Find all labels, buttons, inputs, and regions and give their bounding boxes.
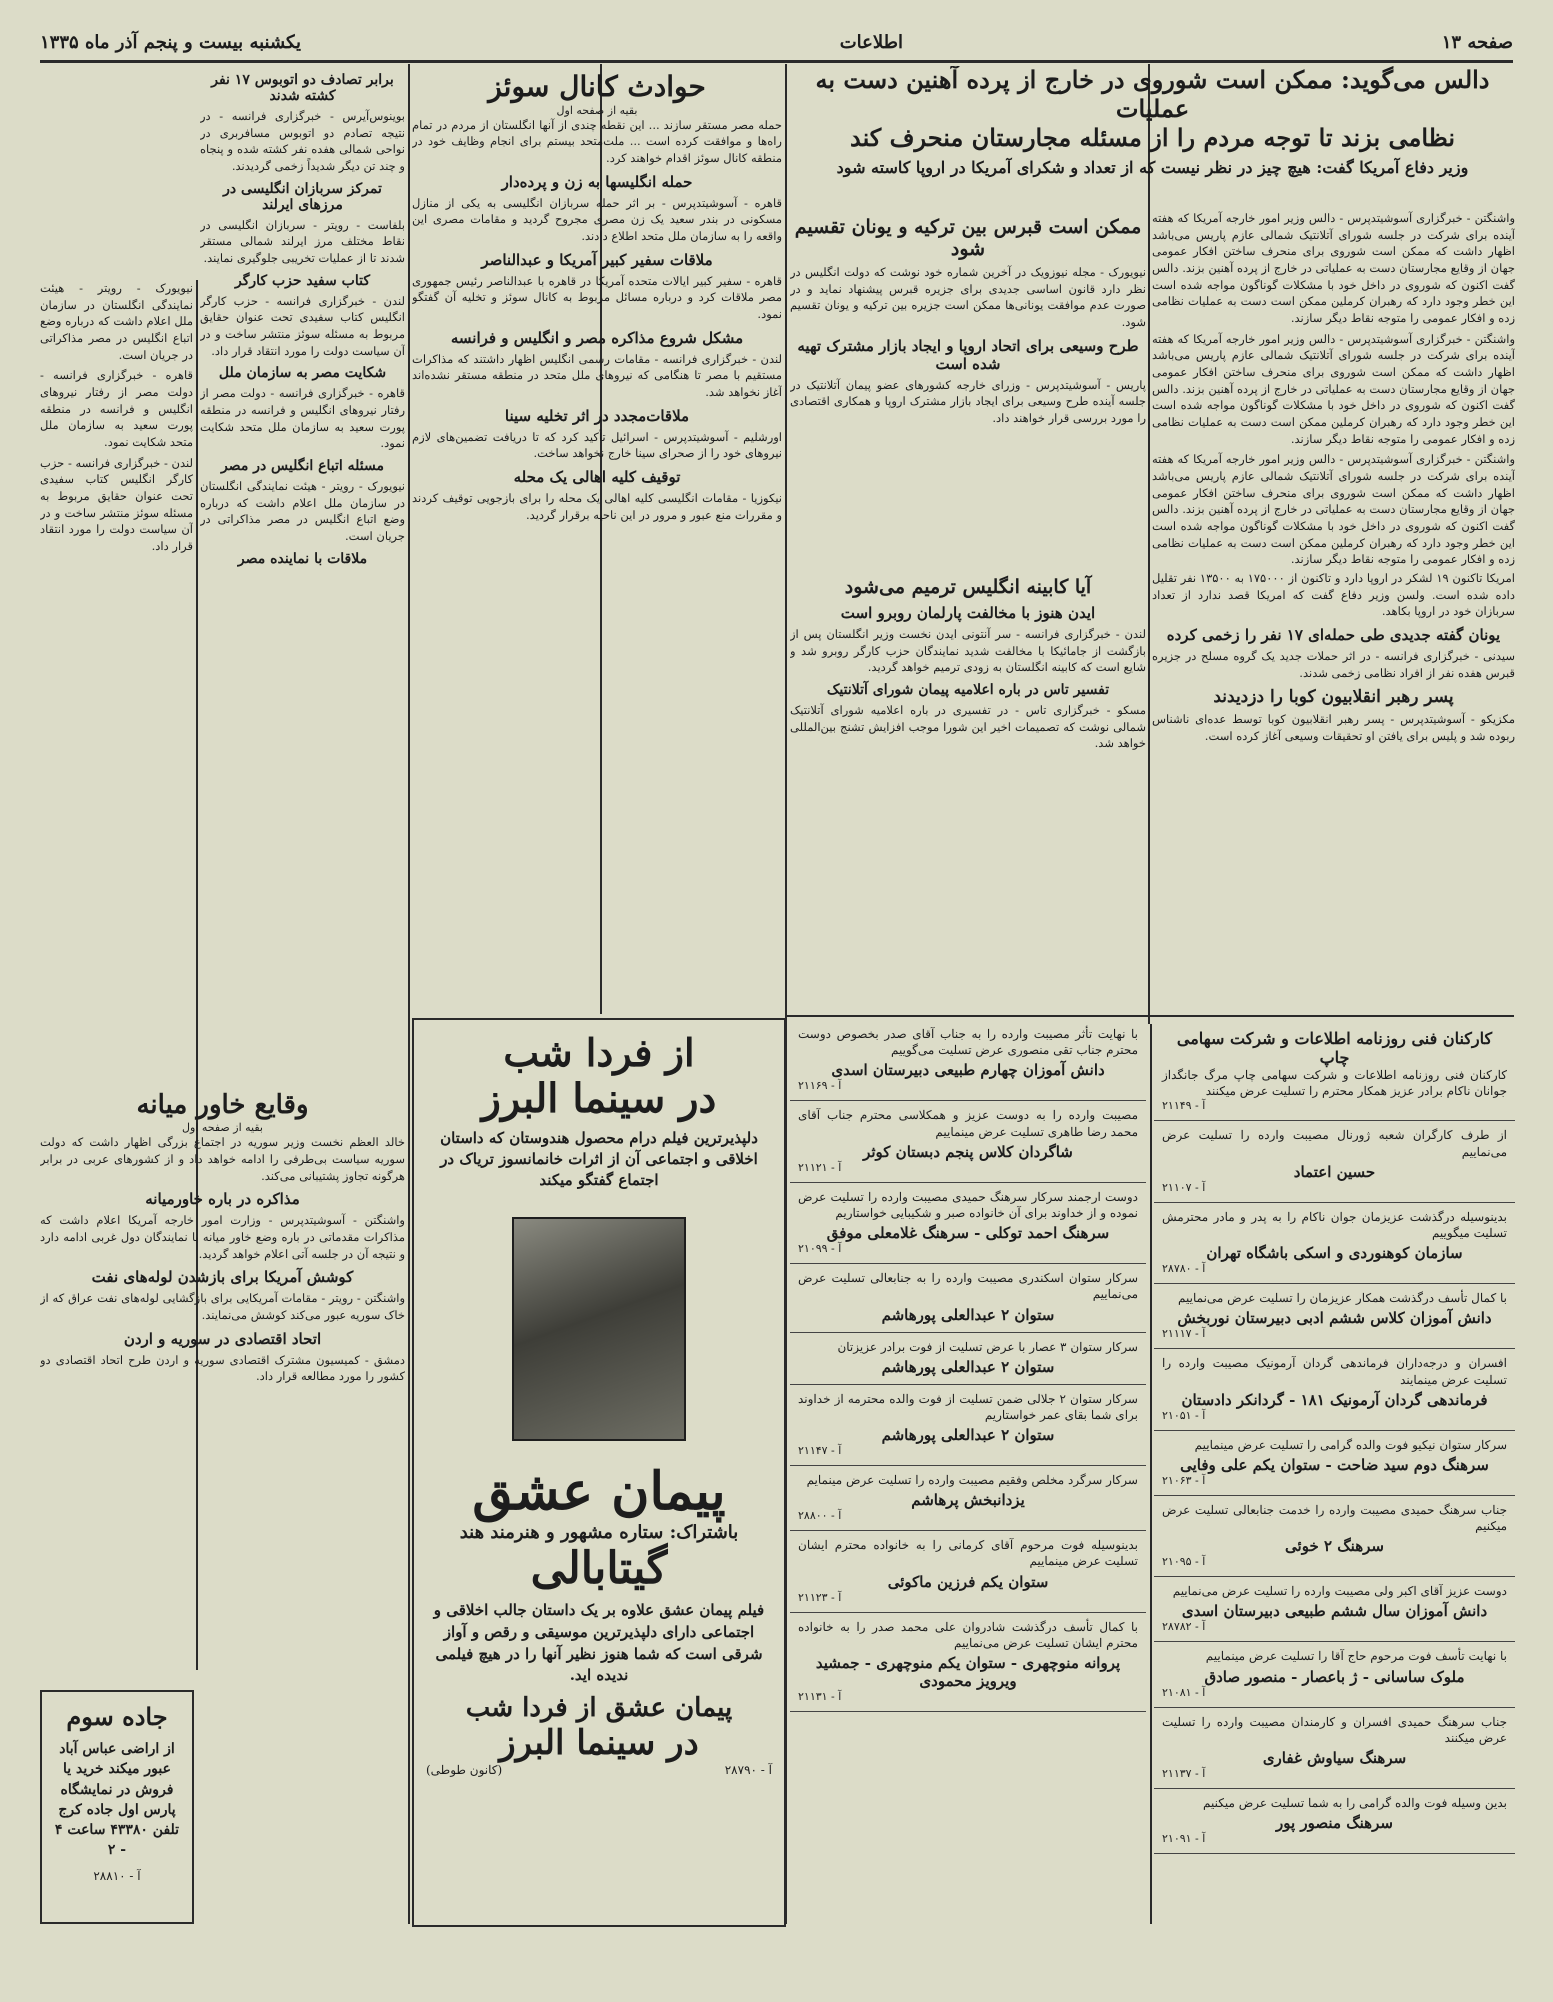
notice-name: سرهنگ دوم سید ضاحت - ستوان یکم علی وفایی <box>1180 1455 1489 1474</box>
notice-name: ستوان یکم فرزین ماکوئی <box>887 1572 1049 1591</box>
suez-sub1-body: قاهره - آسوشیتدپرس - بر اثر حمله سربازان انگلیسی به یکی از منازل مسکونی در بندر سعید یک زن مصری مجروح گردید و مقامات مصری این واقعه را به سازمان ملل متحد اطلاع دادند. <box>412 195 782 243</box>
notice-text: جناب سرهنگ حمیدی افسران و کارمندان مصیبت وارده را تسلیت عرض میکنند <box>1162 1714 1507 1745</box>
mideast-sub2: کوشش آمریکا برای بازشدن لوله‌های نفت <box>91 1268 354 1287</box>
cabinet-subhead: ایدن هنوز با مخالفت پارلمان روبرو است <box>840 604 1096 622</box>
notice <box>790 1531 1146 1612</box>
page-number: صفحه ۱۳ <box>1441 31 1513 53</box>
notice-ref: آ - ۲۱۰۸۱ <box>1162 1685 1206 1699</box>
cabinet-story <box>790 570 1146 1010</box>
left-brief-3: لندن - خبرگزاری فرانسه - حزب کارگر انگلیس کتاب سفیدی تحت عنوان حقایق مربوط به مسئله سوئز منتشر ساخت و در آن سیاست دولت را مورد انتقاد قرار داد. <box>40 455 193 554</box>
suez-sub2-body: قاهره - سفیر کبیر ایالات متحده آمریکا در قاهره با عبدالناصر رئیس جمهوری مصر ملاقات کرد و درباره مسائل مربوط به کانال سوئز و تخلیه آن گفتگو نمود. <box>412 273 782 321</box>
notice-name: کارکنان فنی روزنامه اطلاعات و شرکت سهامی چاپ <box>1176 1029 1493 1067</box>
notice-ref: آ - ۲۸۸۰۰ <box>798 1509 842 1523</box>
briefs-column <box>200 66 405 1096</box>
mideast-story <box>40 1090 405 1680</box>
envoy-headline: ملاقات با نماینده مصر <box>237 550 368 567</box>
film-stars-line: باشتراک: ستاره مشهور و هنرمند هند <box>459 1522 739 1543</box>
paper-name: اطلاعات <box>839 31 903 53</box>
lead-body-continued-2: واشنگتن - خبرگزاری آسوشیتدپرس - دالس وزیر امور خارجه آمریکا که هفته آینده برای شرکت در جلسه شورای آتلانتیک شمالی عازم پاریس می‌باشد اظهار داشت که ممکن است شوروی برای منحرف ساختن افکار عمومی جهان از وقایع مجارستان دست به عملیاتی در خارج از پرده آهنین بزند. دالس گفت اکنون که شوروی در داخل خود با مشکلات گوناگون مواجه شده است این خطر وجود دارد که رهبران کرملین ممکن است دست به عملیات نظامی زده و افکار عمومی را متوجه نقاط دیگر سازند. <box>1152 452 1515 567</box>
nato-and-briefs <box>1152 570 1515 1010</box>
notice-ref: آ - ۲۸۷۸۰ <box>1162 1262 1206 1276</box>
cinema-top: از فردا شب <box>503 1030 695 1075</box>
nato-body: امریکا تاکنون ۱۹ لشکر در اروپا دارد و تاکنون از ۱۷۵۰۰۰ به ۱۳۵۰۰ نفر تقلیل داده شده است. ولسن وزیر دفاع گفت که امریکا قصد ندارد از تعداد سربازان خود در اروپا بکاهد. <box>1152 571 1515 619</box>
notice-ref: آ - ۲۱۰۶۳ <box>1162 1473 1206 1487</box>
cuba-body: مکزیکو - آسوشیتدپرس - پسر رهبر انقلابیون کوبا توسط عده‌ای ناشناس ربوده شد و پلیس برای یافتن او تحقیقات وسیعی آغاز کرده است. <box>1152 712 1515 744</box>
suez-body: حمله مصر مستقر سازند ... این نقطه چندی از آنها انگلستان از مردم در تمام راه‌ها و موافقت کرده است ... ملت‌متحد بیستم برای انجام وظایف خود در منطقه کانال سوئز اقدام خواهند کرد. <box>412 117 782 165</box>
notice-text: جناب سرهنگ حمیدی مصیبت وارده را خدمت جنابعالی تسلیت عرض میکنیم <box>1162 1502 1507 1534</box>
mideast-sub3: اتحاد اقتصادی در سوریه و اردن <box>123 1329 322 1348</box>
notice-name: سازمان کوهنوردی و اسکی باشگاه تهران <box>1206 1244 1463 1263</box>
left-briefs-column <box>40 280 193 1080</box>
cyprus-body: نیویورک - مجله نیوزویک در آخرین شماره خود نوشت که دولت انگلیس در نظر دارد قانون اساسی جدیدی برای جزیره قبرس پیشنهاد نماید و در صورت عدم موافقت یونانی‌ها ممکن است جزیره بین ترکیه و یونان تقسیم شود. <box>790 265 1146 330</box>
mideast-headline: وقایع خاور میانه <box>136 1090 309 1120</box>
column-rule <box>408 64 410 1924</box>
suez-sub1: حمله انگلیسها به زن و پرده‌دار <box>501 172 693 191</box>
mideast-sub3-body: دمشق - کمیسیون مشترک اقتصادی سوریه و اردن طرح اتحاد اقتصادی دو کشور را مورد مطالعه قرار داد. <box>40 1352 405 1384</box>
cinema-ad <box>412 1018 786 1927</box>
suez-sub4-body: اورشلیم - آسوشیتدپرس - اسرائیل تأکید کرد که تا دریافت تضمین‌های لازم نیروهای خود را از صحرای سینا خارج نخواهد ساخت. <box>412 429 782 461</box>
notice-ref: آ - ۲۱۰۹۵ <box>1162 1555 1206 1569</box>
notice <box>790 1613 1146 1712</box>
notice-ref: آ - ۲۱۱۴۷ <box>798 1444 842 1458</box>
suez-sub5: توقیف کلیه اهالی یک محله <box>513 468 681 486</box>
ireland-body: بلفاست - رویتر - سربازان انگلیسی در نقاط مختلف مرز ایرلند شمالی مستقر شدند تا از عملیات تخریبی جلوگیری نمایند. <box>200 217 405 266</box>
nationals-headline: مسئله اتباع انگلیس در مصر <box>220 458 385 475</box>
cyprus-headline: ممکن است قبرس بین ترکیه و یونان تقسیم شود <box>794 216 1142 260</box>
labour-body: لندن - خبرگزاری فرانسه - حزب کارگر انگلیس کتاب سفیدی تحت عنوان حقایق مربوط به مسئله سوئز منتشر ساخت و در آن سیاست دولت را مورد انتقاد قرار داد. <box>200 293 405 358</box>
notice <box>1154 1203 1515 1284</box>
bus-crash-headline: برابر تصادف دو اتوبوس ۱۷ نفر کشته شدند <box>211 72 394 104</box>
notice-ref: آ - ۲۱۰۹۱ <box>1162 1832 1206 1846</box>
notice-text: سرکار ستوان اسکندری مصیبت وارده را به جنابعالی تسلیت عرض می‌نماییم <box>798 1271 1138 1302</box>
film-title: پیمان عشق <box>472 1461 726 1522</box>
labour-headline: کتاب سفید حزب کارگر <box>235 272 370 289</box>
notice <box>1154 1431 1515 1496</box>
notice-text: مصیبت وارده را به دوست عزیز و همکلاسی محترم جناب آقای محمد رضا طاهری تسلیت عرض مینماییم <box>798 1108 1138 1139</box>
masthead <box>40 26 1513 58</box>
notice-name: سرهنگ منصور پور <box>1276 1814 1393 1833</box>
egypt-complaint-body: قاهره - خبرگزاری فرانسه - دولت مصر از رفتار نیروهای انگلیس و فرانسه در منطقه پورت سعید به سازمان ملل متحد شکایت نمود. <box>200 386 405 451</box>
notice-ref: آ - ۲۱۱۳۷ <box>1162 1767 1206 1780</box>
cinema-ad-code: آ - ۲۸۷۹۰ <box>724 1763 772 1777</box>
suez-sub4: ملاقات‌مجدد در اثر تخلیه سینا <box>504 406 690 425</box>
notice-name: ستوان ۲ عبدالعلی پورهاشم <box>881 1426 1055 1445</box>
notice <box>790 1183 1146 1264</box>
notice <box>1154 1284 1515 1349</box>
notice-name: حسین اعتماد <box>1293 1162 1376 1181</box>
suez-sub3: مشکل شروع مذاکره مصر و انگلیس و فرانسه <box>450 328 744 347</box>
column-rule <box>1148 64 1150 1024</box>
cinema-description: دلپذیرترین فیلم درام محصول هندوستان که داستان اخلاقی و اجتماعی آن از اثرات خانمانسوز تریاک در اجتماع گفتگو میکند <box>440 1129 758 1189</box>
cinema-agency: (کانون طوطی) <box>426 1763 503 1777</box>
mideast-body: خالد العظم نخست وزیر سوریه در اجتماع بزرگی اظهار داشت که دولت سوریه سیاست بی‌طرفی را ادامه خواهد داد و از کشورهای عربی در برابر هرگونه تجاوز پشتیبانی می‌کند. <box>40 1135 405 1183</box>
suez-sub5-body: نیکوزیا - مقامات انگلیسی کلیه اهالی یک محله را برای بازجویی توقیف کردند و مقررات منع عبور و مرور در این ناحیه برقرار گردید. <box>412 491 782 522</box>
greece-headline: یونان گفته جدیدی طی حمله‌ای ۱۷ نفر را زخمی کرده <box>1166 626 1501 645</box>
notice-text: دوست عزیز آقای اکبر ولی مصیبت وارده را تسلیت عرض می‌نماییم <box>1172 1584 1507 1599</box>
issue-date: یکشنبه بیست و پنجم آذر ماه ۱۳۳۵ <box>40 31 301 53</box>
notice-text: بدینوسیله فوت مرحوم آقای کرمانی را به خانواده محترم ایشان تسلیت عرض مینماییم <box>798 1538 1138 1569</box>
notice <box>1154 1121 1515 1202</box>
mideast-continued: بقیه از صفحه اول <box>182 1121 263 1135</box>
notice-name: دانش آموزان کلاس ششم ادبی دبیرستان نوربخش <box>1177 1309 1492 1328</box>
left-brief-2: قاهره - خبرگزاری فرانسه - دولت مصر از رفتار نیروهای انگلیس و فرانسه در منطقه پورت سعید به سازمان ملل متحد شکایت نمود. <box>40 368 193 450</box>
suez-sub3-body: لندن - خبرگزاری فرانسه - مقامات رسمی انگلیس اظهار داشتند که مذاکرات مستقیم با مصر تا هنگامی که نیروهای ملل متحد در منطقه مستقر نشده‌اند آغاز نخواهد شد. <box>412 351 782 399</box>
notice <box>1154 1020 1515 1121</box>
cabinet-body: لندن - خبرگزاری فرانسه - سر آنتونی ایدن نخست وزیر انگلستان پس از بازگشت از جامائیکا با مخالفت شدید نمایندگان حزب کارگر روبرو شد و شایع است که کابینه انگلستان به زودی ترمیم خواهد گردید. <box>790 627 1146 675</box>
notice-name: فرماندهی گردان آرمونیک ۱۸۱ - گردانکر دادستان <box>1181 1390 1488 1409</box>
nationals-body: نیویورک - رویتر - هیئت نمایندگی انگلستان در سازمان ملل اعلام داشت که درباره وضع اتباع انگلیس در مصر مذاکراتی در جریان است. <box>200 479 405 544</box>
notice-text: سرکار ستوان ۲ جلالی ضمن تسلیت از فوت والده محترمه از خداوند برای شما بقای عمر خواستاریم <box>798 1391 1138 1422</box>
notice <box>790 1385 1146 1466</box>
mideast-sub2-body: واشنگتن - رویتر - مقامات آمریکایی برای بازگشایی لوله‌های نفت عراق که از خاک سوریه عبور می‌کند کوشش می‌نمایند. <box>40 1291 405 1322</box>
notice <box>790 1101 1146 1182</box>
film-star-photo <box>512 1217 686 1441</box>
cinema-bottom-2: در سینما البرز <box>499 1723 699 1763</box>
cabinet-headline: آیا کابینه انگلیس ترمیم می‌شود <box>844 576 1092 598</box>
notice-name: ملوک ساسانی - ژ باعصار - منصور صادق <box>1204 1667 1465 1686</box>
notice-text: دوست ارجمند سرکار سرهنگ حمیدی مصیبت وارده را تسلیت عرض نموده و از خداوند برای آن خانواده صبر و شکیبایی خواستاریم <box>798 1189 1138 1220</box>
notice <box>790 1466 1146 1531</box>
suez-sub2: ملاقات سفیر کبیر آمریکا و عبدالناصر <box>481 250 713 269</box>
notice-text: با نهایت تأسف فوت مرحوم حاج آقا را تسلیت عرض مینماییم <box>1205 1649 1507 1664</box>
notice-text: سرکار ستوان نیکیو فوت والده گرامی را تسلیت عرض مینماییم <box>1194 1437 1507 1452</box>
notice-name: یزدانبخش پرهاشم <box>911 1491 1025 1510</box>
road-ad-title: جاده سوم <box>66 1702 168 1731</box>
notice-name: شاگردان کلاس پنجم دبستان کوثر <box>863 1142 1073 1161</box>
cuba-headline: پسر رهبر انقلابیون کوبا را دزدیدند <box>1213 687 1454 708</box>
masthead-rule <box>40 60 1513 63</box>
cinema-venue: در سینما البرز <box>481 1075 717 1122</box>
notice-ref: آ - ۲۱۱۱۷ <box>1162 1327 1206 1341</box>
notice-ref: آ - ۲۱۰۹۹ <box>798 1242 842 1256</box>
notice-name: ستوان ۲ عبدالعلی پورهاشم <box>881 1305 1055 1324</box>
notice <box>1154 1349 1515 1430</box>
notice <box>1154 1789 1515 1854</box>
notices-right <box>1154 1020 1515 1924</box>
left-brief-1: نیویورک - رویتر - هیئت نمایندگی انگلستان در سازمان ملل اعلام داشت که درباره وضع اتباع انگلیس در مصر مذاکراتی در جریان است. <box>40 281 193 362</box>
notice-name: دانش آموزان چهارم طبیعی دبیرستان اسدی <box>831 1061 1105 1080</box>
notice-ref: آ - ۲۱۰۵۱ <box>1162 1408 1206 1422</box>
suez-story <box>412 66 782 1016</box>
greece-body: سیدنی - خبرگزاری فرانسه - در اثر حملات جدید یک گروه مسلح در جزیره قبرس هفده نفر از افراد نظامی زخمی شدند. <box>1152 649 1515 680</box>
notice-ref: آ - ۲۱۱۶۹ <box>798 1079 842 1093</box>
notice <box>790 1264 1146 1332</box>
notice <box>1154 1708 1515 1789</box>
notice <box>790 1020 1146 1101</box>
cabinet-tass-subhead: تفسیر تاس در باره اعلامیه پیمان شورای آتلانتیک <box>826 682 1110 699</box>
egypt-complaint-headline: شکایت مصر به سازمان ملل <box>218 365 387 382</box>
film-star-name: گیتابالی <box>530 1543 668 1594</box>
mideast-sub1: مذاکره در باره خاورمیانه <box>145 1190 300 1209</box>
notice-name: پروانه منوچهری - ستوان یکم منوچهری - جمشید ویرویز محمودی <box>815 1654 1121 1690</box>
ireland-headline: تمرکز سربازان انگلیسی در مرزهای ایرلند <box>223 180 382 213</box>
road-ad-body: از اراضی عباس آباد عبور میکند خرید یا فروش در نمایشگاه پارس اول جاده کرج تلفن ۴۳۳۸۰ ساعت ۴ - ۲ <box>54 1741 180 1859</box>
notice-name: سرهنگ سیاوش غفاری <box>1262 1749 1407 1767</box>
notice-text: افسران و درجه‌داران فرماندهی گردان آرمونیک مصیبت وارده را تسلیت عرض مینمایند <box>1162 1356 1507 1387</box>
notice-ref: آ - ۲۱۱۰۷ <box>1162 1180 1206 1194</box>
notice-text: بدین وسیله فوت والده گرامی را به شما تسلیت عرض میکنیم <box>1202 1796 1507 1810</box>
road-ad <box>40 1690 194 1924</box>
lead-body-continued: واشنگتن - خبرگزاری آسوشیتدپرس - دالس وزیر امور خارجه آمریکا که هفته آینده برای شرکت در جلسه شورای آتلانتیک شمالی عازم پاریس می‌باشد اظهار داشت که ممکن است شوروی برای منحرف ساختن افکار عمومی جهان از وقایع مجارستان دست به عملیاتی در خارج از پرده آهنین بزند. دالس گفت اکنون که شوروی در داخل خود با مشکلات گوناگون مواجه شده است این خطر وجود دارد که رهبران کرملین ممکن است دست به عملیات نظامی زده و افکار عمومی را متوجه نقاط دیگر سازند. <box>1152 331 1515 446</box>
notice-text: بدینوسیله درگذشت عزیزمان جوان ناکام را به پدر و مادر محترمش تسلیت میگوییم <box>1162 1209 1507 1240</box>
notice-text: با کمال تأسف درگذشت همکار عزیزمان را تسلیت عرض می‌نماییم <box>1178 1291 1507 1306</box>
lead-headline-2: نظامی بزند تا توجه مردم را از مسئله مجارستان منحرف کند <box>849 122 1456 152</box>
notice <box>1154 1496 1515 1577</box>
road-ad-ref: آ - ۲۸۸۱۰ <box>93 1868 141 1883</box>
cyprus-subhead: طرح وسیعی برای اتحاد اروپا و ایجاد بازار مشترک تهیه شده است <box>797 336 1139 373</box>
notice-text: سرکار ستوان ۳ عصار با عرض تسلیت از فوت برادر عزیزتان <box>837 1339 1138 1354</box>
mideast-sub1-body: واشنگتن - آسوشیتدپرس - وزارت امور خارجه آمریکا اعلام داشت که مذاکرات مقدماتی در باره وضع خاور میانه با نمایندگان دول غربی ادامه دارد و نتیجه آن در جلسه آتی اعلام خواهد گردید. <box>40 1213 405 1261</box>
notice <box>1154 1577 1515 1642</box>
notices-middle <box>790 1020 1146 1924</box>
suez-continued: بقیه از صفحه اول <box>556 103 638 117</box>
suez-headline: حوادث کانال سوئز <box>488 70 706 103</box>
cinema-bottom-1: پیمان عشق از فردا شب <box>465 1693 733 1723</box>
notice-text: سرکار سرگرد مخلص وفقیم مصیبت وارده را تسلیت عرض مینمایم <box>806 1473 1138 1488</box>
notice-name: سرهنگ ۲ خوئی <box>1285 1537 1384 1556</box>
notice-text: با کمال تأسف درگذشت شادروان علی محمد صدر را به خانواده محترم ایشان تسلیت عرض می‌نماییم <box>798 1619 1138 1650</box>
lead-story-header <box>790 66 1515 206</box>
lead-subhead: وزیر دفاع آمریکا گفت: هیچ چیز در نظر نیست که از تعداد و شکرای آمریکا در اروپا کاسته شود <box>836 158 1469 178</box>
bus-crash-body: بوینوس‌آیرس - خبرگزاری فرانسه - در نتیجه تصادم دو اتوبوس مسافربری در نواحی شمالی هفده نفر کشته شده و پنجاه و چند تن دیگر شدیداً زخمی گردیدند. <box>200 109 405 174</box>
notice-ref: آ - ۲۱۱۲۱ <box>798 1160 842 1174</box>
notice-name: ستوان ۲ عبدالعلی پورهاشم <box>881 1357 1055 1376</box>
notice-ref: آ - ۲۱۱۴۹ <box>1162 1099 1206 1113</box>
notice-text: از طرف کارگران شعبه ژورنال مصیبت وارده را تسلیت عرض می‌نماییم <box>1162 1128 1507 1159</box>
cabinet-tass-body: مسکو - خبرگزاری تاس - در تفسیری در باره اعلامیه شورای آتلانتیک شمالی نوشت که تصمیمات اخیر این شورا موجب افزایش تشنج بین‌المللی خواهد شد. <box>790 703 1146 751</box>
notice <box>790 1333 1146 1385</box>
notice-ref: آ - ۲۱۱۳۱ <box>798 1690 842 1703</box>
notice-name: سرهنگ احمد توکلی - سرهنگ غلامعلی موفق <box>826 1224 1110 1243</box>
film-pitch: فیلم پیمان عشق علاوه بر یک داستان جالب اخلاقی و اجتماعی دارای دلپذیرترین موسیقی و رقص و آواز شرقی است که شما هنوز نظیر آنها را در هیچ فیلمی ندیده اید. <box>433 1601 765 1685</box>
notice-text: کارکنان فنی روزنامه اطلاعات و شرکت سهامی چاپ مرگ جانگداز جوانان ناکام برادر عزیز همکار محترم را تسلیت عرض میکنند <box>1162 1068 1507 1099</box>
lead-body: واشنگتن - خبرگزاری آسوشیتدپرس - دالس وزیر امور خارجه آمریکا که هفته آینده برای شرکت در جلسه شورای آتلانتیک شمالی عازم پاریس می‌باشد اظهار داشت که ممکن است شوروی برای منحرف ساختن افکار عمومی جهان از وقایع مجارستان دست به عملیاتی در خارج از پرده آهنین بزند. دالس گفت اکنون که شوروی در داخل خود با مشکلات گوناگون مواجه شده است این خطر وجود دارد که رهبران کرملین ممکن است دست به عملیات نظامی زده و افکار عمومی را متوجه نقاط دیگر سازند. <box>1152 211 1515 326</box>
notice <box>1154 1642 1515 1707</box>
notice-ref: آ - ۲۸۷۸۲ <box>1162 1620 1206 1634</box>
notice-name: دانش آموزان سال ششم طبیعی دبیرستان اسدی <box>1181 1602 1488 1621</box>
notice-text: با نهایت تأثر مصیبت وارده را به جناب آقای صدر بخصوص دوست محترم جناب تقی منصوری عرض تسلیت می‌گوییم <box>798 1027 1138 1058</box>
cyprus-sub-body: پاریس - آسوشیتدپرس - وزرای خارجه کشورهای عضو پیمان آتلانتیک در جلسه آینده طرح وسیعی برای ایجاد بازار مشترک اروپا و همکاری اقتصادی را مورد بررسی قرار خواهند داد. <box>790 377 1146 426</box>
lead-headline-1: دالس می‌گوید: ممکن است شوروی در خارج از پرده آهنین دست به عملیات <box>815 66 1490 123</box>
column-rule <box>1150 1024 1152 1924</box>
notice-ref: آ - ۲۱۱۲۳ <box>798 1590 842 1604</box>
